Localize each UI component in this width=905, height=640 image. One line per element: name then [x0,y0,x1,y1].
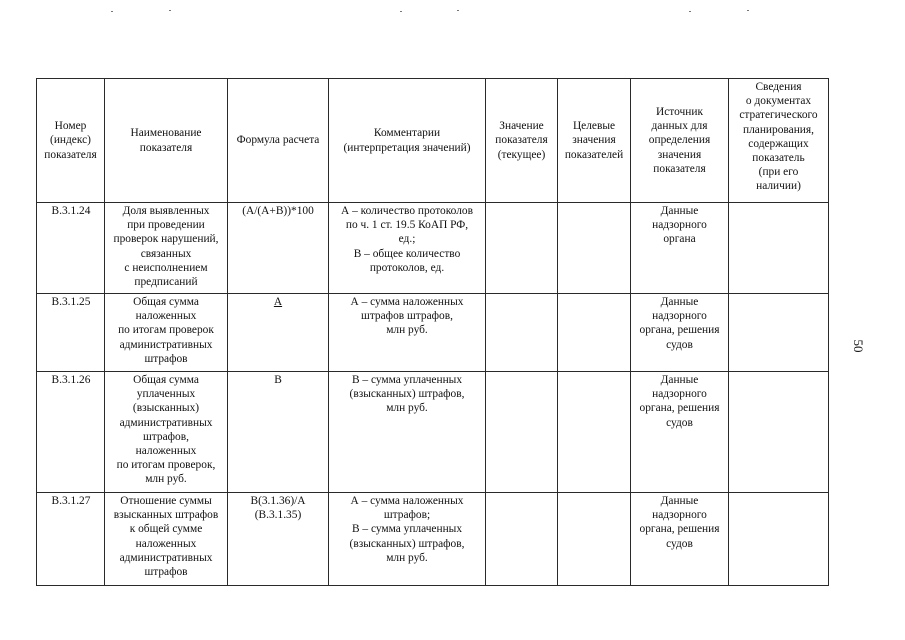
row-current-value [486,294,558,372]
row-comment: А – количество протоколов по ч. 1 ст. 19.5 КоАП РФ, ед.; В – общее количество протоколов, ед. [329,203,486,294]
row-name: Общая сумма уплаченных (взысканных) административных штрафов, наложенных по итогам проверок, млн руб. [105,372,228,493]
row-name: Общая сумма наложенных по итогам проверок административных штрафов [105,294,228,372]
row-index: В.3.1.26 [37,372,105,493]
row-name: Доля выявленных при проведении проверок нарушений, связанных с неисполнением предписаний [105,203,228,294]
row-comment: А – сумма наложенных штрафов; В – сумма уплаченных (взысканных) штрафов, млн руб. [329,493,486,586]
row-target-values [558,372,631,493]
table-row [37,372,829,493]
row-index: В.3.1.27 [37,493,105,586]
row-target-values [558,294,631,372]
table-row [37,203,829,294]
row-formula: В [228,372,329,493]
table-row [37,294,829,372]
header-target-values: Целевые значения показателей [558,79,631,203]
row-current-value [486,372,558,493]
row-current-value [486,203,558,294]
header-formula: Формула расчета [228,79,329,203]
row-comment: В – сумма уплаченных (взысканных) штрафов, млн руб. [329,372,486,493]
header-index: Номер (индекс) показателя [37,79,105,203]
header-strategic-docs: Сведения о документах стратегического планирования, содержащих показатель (при его наличии) [729,79,829,203]
row-data-source: Данные надзорного органа [631,203,729,294]
row-formula [228,294,329,372]
page-number: 50 [851,339,866,353]
table-header-row [37,79,829,203]
row-strategic-docs [729,203,829,294]
row-name: Отношение суммы взысканных штрафов к общей сумме наложенных административных штрафов [105,493,228,586]
header-name: Наименование показателя [105,79,228,203]
row-strategic-docs [729,294,829,372]
row-current-value [486,493,558,586]
row-index: В.3.1.25 [37,294,105,372]
row-formula: В(3.1.36)/А (В.3.1.35) [228,493,329,586]
indicators-table [36,78,829,586]
row-strategic-docs [729,493,829,586]
formula-text: А [273,296,283,308]
header-current-value: Значение показателя (текущее) [486,79,558,203]
row-index: В.3.1.24 [37,203,105,294]
row-data-source: Данные надзорного органа, решения судов [631,493,729,586]
row-data-source: Данные надзорного органа, решения судов [631,372,729,493]
header-comments: Комментарии (интерпретация значений) [329,79,486,203]
row-target-values [558,493,631,586]
header-data-source: Источник данных для определения значения показателя [631,79,729,203]
row-strategic-docs [729,372,829,493]
row-formula: (А/(А+В))*100 [228,203,329,294]
row-target-values [558,203,631,294]
row-data-source: Данные надзорного органа, решения судов [631,294,729,372]
row-comment: А – сумма наложенных штрафов штрафов, млн руб. [329,294,486,372]
table-row [37,493,829,586]
